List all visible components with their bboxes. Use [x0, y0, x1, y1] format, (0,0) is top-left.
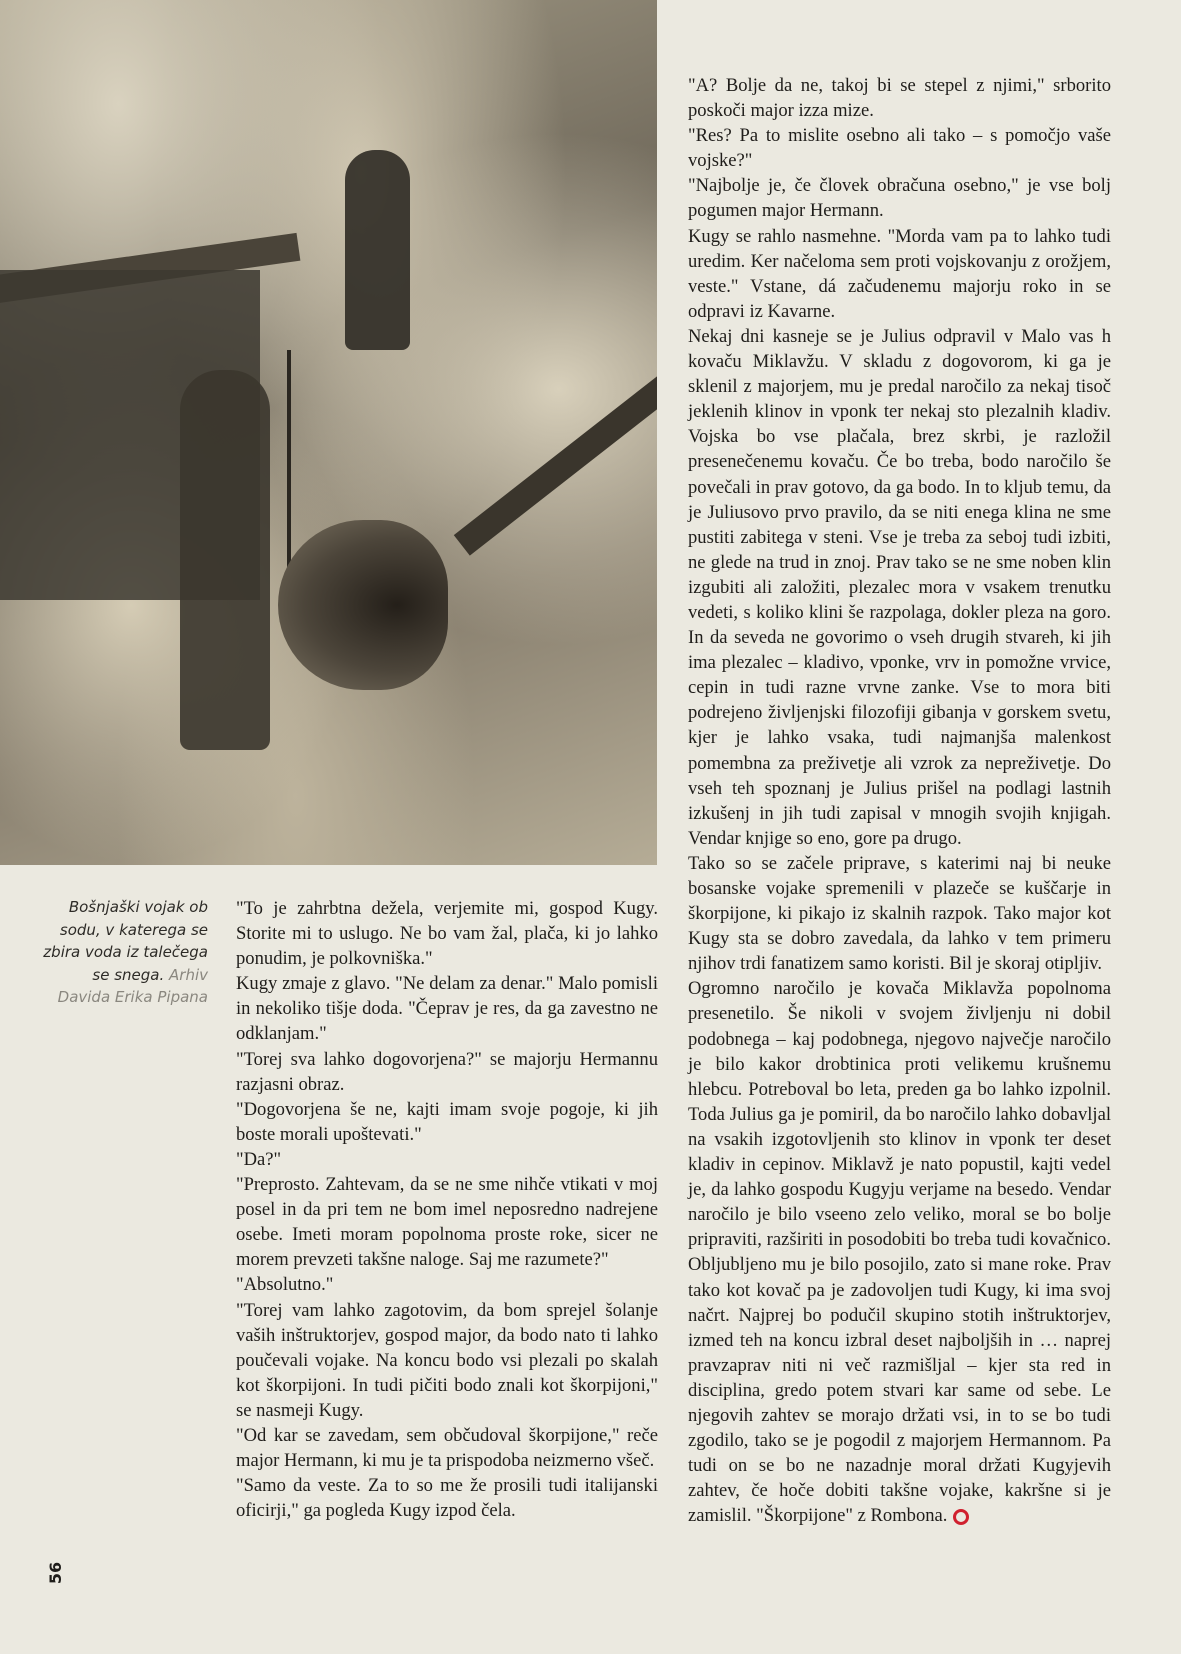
photo-caption [40, 896, 208, 1009]
paragraph: "Preprosto. Zahtevam, da se ne sme nihče vtikati v moj posel in da pri tem ne bom imel neposredno nadrejene osebe. Imeti moram popolnoma proste roke, sicer ne morem prevzeti takšne naloge. Saj me razumete?" [236, 1174, 658, 1271]
paragraph: "Absolutno." [236, 1274, 334, 1296]
paragraph: Nekaj dni kasneje se je Julius odpravil v Malo vas h kovaču Miklavžu. V skladu z dogovorom, ki ga je sklenil z majorjem, mu je predal naročilo za nekaj tisoč jeklenih klinov in vponk ter nekaj sto plezalnih kladiv. Vojska bo vse plačala, brez skrbi, je razložil presenečenemu kovaču. Če bo treba, bodo naročilo še povečali in prav gotovo, da ga bodo. In to kljub temu, da je Juliusovo prvo pravilo, da se niti enega klina ne sme pustiti zabitega v steni. Vse je treba za seboj tudi izbiti, ne glede na trud in znoj. Prav tako se ne sme noben klin izgubiti ali založiti, plezalec mora v vsakem trenutku vedeti, s koliko klini še razpolaga, dokler pleza na goro. In da seveda ne govorimo o vseh drugih stvareh, ki jih ima plezalec – kladivo, vponke, vrv in pomožne vrvice, cepin in tudi razne vrvne zanke. Vse to mora biti podrejeno življenjski filozofiji gibanja v gorskem svetu, kjer je lahko vsaka, tudi najmanjša malenkost pomembna za preživetje ali vzrok za nepreživetje. Do vseh teh spoznanj je Julius prišel na podlagi lastnih izkušenj in jih tudi zapisal v mnogih svojih knjigah. Vendar knjige so eno, gore pa drugo. [688, 325, 1111, 849]
paragraph: "Najbolje je, če človek obračuna osebno," je vse bolj pogumen major Hermann. [688, 175, 1111, 222]
paragraph: "Da?" [236, 1148, 282, 1170]
paragraph: "Od kar se zavedam, sem občudoval škorpijone," reče major Hermann, ki mu je ta prispodoba neizmerno všeč. [236, 1424, 658, 1472]
photo-beam-shape [454, 350, 657, 555]
page-number: 56 [45, 1561, 65, 1585]
paragraph: "Dogovorjena še ne, kajti imam svoje pogoje, ki jih boste morali upoštevati." [236, 1098, 658, 1145]
photo-figure-background [345, 150, 410, 350]
photo-soldier-figure [180, 370, 270, 750]
middle-text-column [236, 896, 658, 1523]
photo-barrel-shape [278, 520, 448, 690]
paragraph: "Samo da veste. Za to so me že prosili tudi italijanski oficirji," ga pogleda Kugy izpod čela. [236, 1475, 658, 1522]
paragraph: Tako so se začele priprave, s katerimi naj bi neuke bosanske vojake spremenili v plazeče se kuščarje in škorpijone, ki pikajo iz skalnih razpok. Tako major kot Kugy sta se dobro zavedala, da lahko v tem primeru njihov trdi fanatizem samo koristi. Bil je skoraj otipljiv. [688, 852, 1111, 975]
paragraph: Kugy se rahlo nasmehne. "Morda vam pa to lahko tudi uredim. Ker načeloma sem proti vojskovanju z orožjem, veste." Vstane, dá začudenemu majorju roko in se odpravi iz Kavarne. [688, 225, 1111, 322]
paragraph: Kugy zmaje z glavo. "Ne delam za denar." Malo pomisli in nekoliko tišje doda. "Čeprav je res, da ga zavestno ne odklanjam." [236, 973, 658, 1045]
caption-credit: Arhiv Davida Erika Pipana [57, 965, 208, 1006]
paragraph-final-text: Ogromno naročilo je kovača Miklavža popolnoma presenetilo. Še nikoli v svojem življenju ni dobil podobnega – kaj podobnega, njegovo največje naročilo je bilo kakor drobtinica proti velikemu krušnemu hlebcu. Potreboval bo leta, preden ga bo lahko izpolnil. Toda Julius ga je pomiril, da bo naročilo lahko dobavljal na vsakih izgotovljenih sto klinov in vponk ter deset kladiv in cepinov. Miklavž je nato popustil, kajti vedel je, da lahko gospodu Kugyju verjame na besedo. Vendar naročilo je bilo vseeno zelo veliko, moral se bo bolje pripraviti, razširiti in posodobiti bo treba tudi kovačnico. Obljubljeno mu je bilo posojilo, zato si mane roke. Prav tako kot kovač pa je zadovoljen tudi Kugy, ki ima svoj načrt. Najprej bo podučil skupino stotih inštruktorjev, izmed teh na koncu izbral deset najboljših in … naprej pravzaprav niti ni več razmišljal – kjer sta red in disciplina, gredo potem stvari kar same od sebe. Le njegovih zahtev se morajo držati vsi, in to se bo tudi zgodilo, tako se je pogodil z majorjem Hermannom. Pa tudi on se bo ne nazadnje moral držati Kugyjevih zahtev, če hoče dobiti takšne vojake, kakršne si je zamislil. "Škorpijone" z Rombona. [688, 978, 1111, 1527]
paragraph: "A? Bolje da ne, takoj bi se stepel z njimi," srborito poskoči major izza mize. [688, 75, 1111, 122]
paragraph: "Torej sva lahko dogovorjena?" se majorju Hermannu razjasni obraz. [236, 1048, 658, 1095]
caption-text: Bošnjaški vojak ob sodu, v katerega se zbira voda iz talečega se snega. [43, 898, 208, 984]
paragraph-final [688, 976, 1111, 1528]
paragraph: "To je zahrbtna dežela, verjemite mi, gospod Kugy. Storite mi to uslugo. Ne bo vam žal, plača, ki jo lahko ponudim, je polkovniška." [236, 898, 658, 970]
right-text-column [688, 73, 1111, 1528]
historical-photo [0, 0, 657, 865]
paragraph: "Torej vam lahko zagotovim, da bom sprejel šolanje vaših inštruktorjev, gospod major, da bodo nato ti lahko poučevali vojake. Na koncu bodo vsi plezali po skalah kot škorpijoni. In tudi pičiti bodo znali kot škorpijoni," se nasmeji Kugy. [236, 1299, 658, 1421]
paragraph: "Res? Pa to mislite osebno ali tako – s pomočjo vaše vojske?" [688, 125, 1111, 172]
end-of-article-icon [953, 1509, 969, 1525]
